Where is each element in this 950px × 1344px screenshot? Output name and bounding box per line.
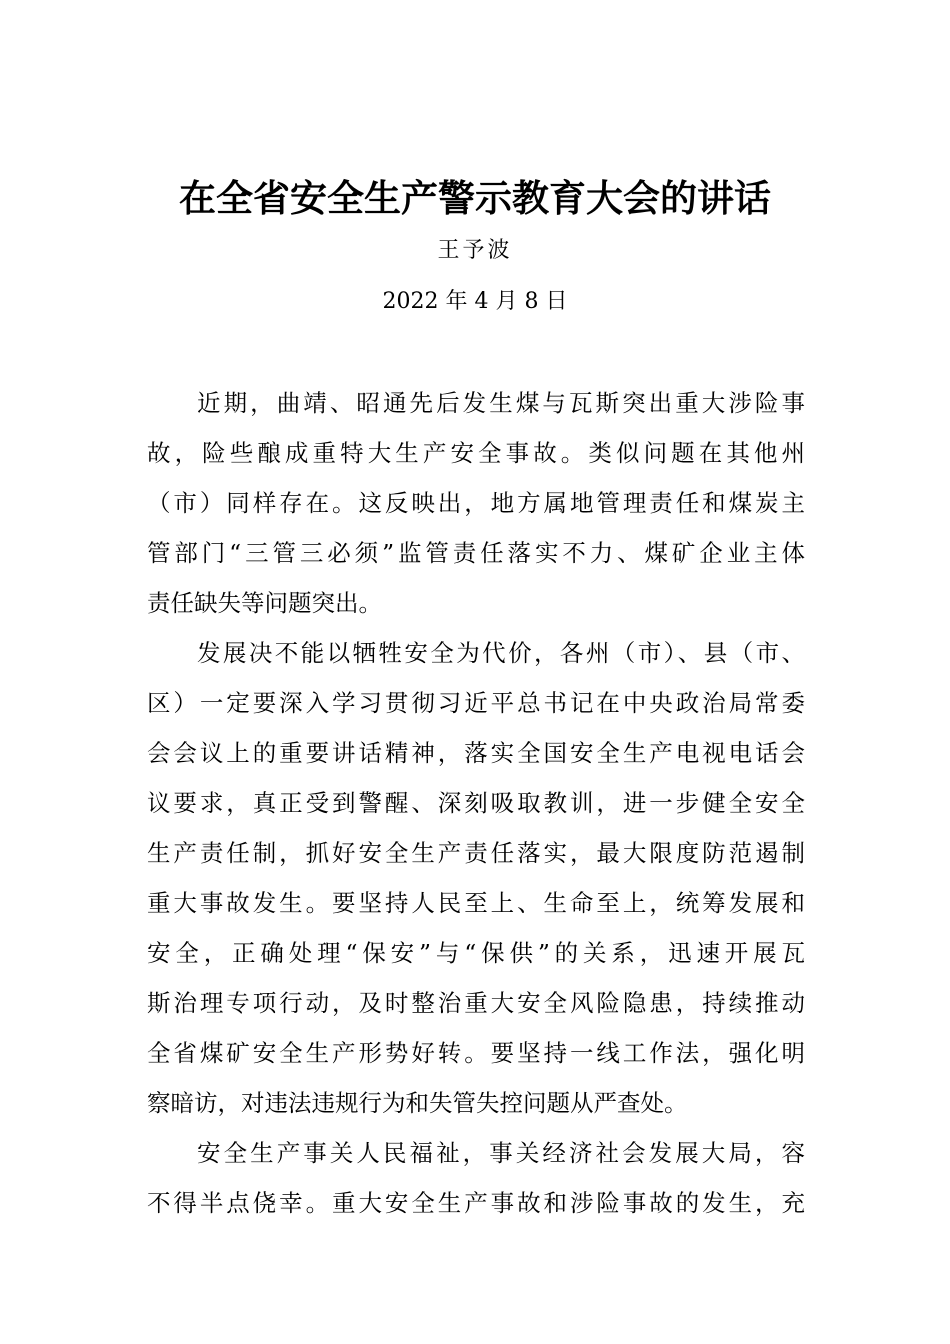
text-line: 生产责任制，抓好安全生产责任落实，最大限度防范遏制 <box>147 839 805 867</box>
text-line: 责任缺失等问题突出。 <box>147 589 382 617</box>
text-line: 议要求，真正受到警醒、深刻吸取教训，进一步健全安全 <box>147 789 805 817</box>
paragraph-1 <box>147 378 805 628</box>
text-line: 安全生产事关人民福祉，事关经济社会发展大局，容 <box>197 1139 805 1167</box>
document-author: 王予波 <box>437 238 513 263</box>
document-date: 2022 年 4 月 8 日 <box>382 289 568 314</box>
text-line: 发展决不能以牺牲安全为代价，各州（市）、县（市、 <box>197 639 805 667</box>
text-line: 重大事故发生。要坚持人民至上、生命至上，统筹发展和 <box>147 889 805 917</box>
text-line: 区）一定要深入学习贯彻习近平总书记在中央政治局常委 <box>147 689 805 717</box>
text-line: 管部门“三管三必须”监管责任落实不力、煤矿企业主体 <box>147 539 805 567</box>
text-line: 察暗访，对违法违规行为和失管失控问题从严查处。 <box>147 1089 688 1117</box>
text-line: 安全，正确处理“保安”与“保供”的关系，迅速开展瓦 <box>147 939 805 967</box>
text-line: 近期，曲靖、昭通先后发生煤与瓦斯突出重大涉险事 <box>197 389 805 417</box>
document-body <box>147 378 805 1228</box>
text-line: 斯治理专项行动，及时整治重大安全风险隐患，持续推动 <box>147 989 805 1017</box>
text-line: 全省煤矿安全生产形势好转。要坚持一线工作法，强化明 <box>147 1039 805 1067</box>
text-line: 不得半点侥幸。重大安全生产事故和涉险事故的发生，充 <box>147 1189 805 1217</box>
paragraph-2 <box>147 628 805 1128</box>
text-line: （市）同样存在。这反映出，地方属地管理责任和煤炭主 <box>147 489 805 517</box>
paragraph-3 <box>147 1128 805 1228</box>
document-title: 在全省安全生产警示教育大会的讲话 <box>179 176 771 220</box>
text-line: 故，险些酿成重特大生产安全事故。类似问题在其他州 <box>147 439 805 467</box>
text-line: 会会议上的重要讲话精神，落实全国安全生产电视电话会 <box>147 739 805 767</box>
